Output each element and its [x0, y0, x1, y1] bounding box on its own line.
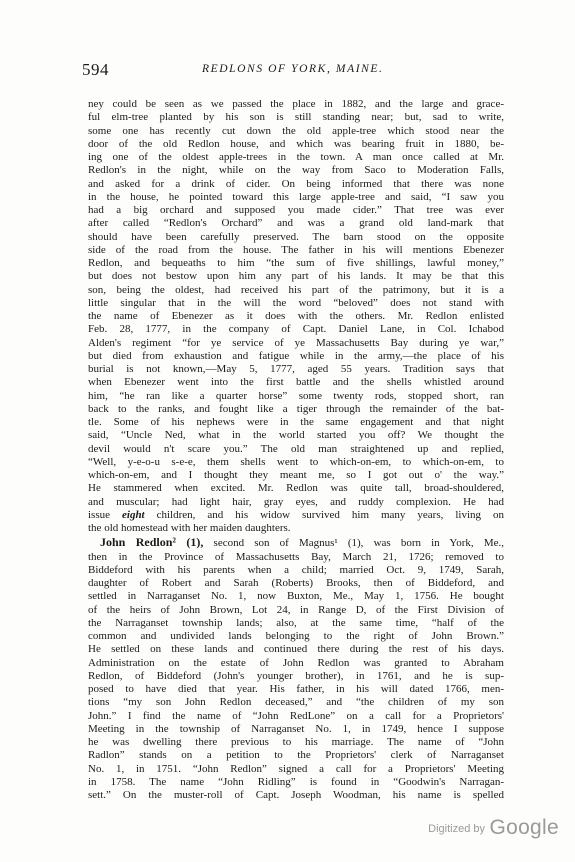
text-line: daughter of Robert and Sarah (Roberts) Brooks, then of Biddeford, and: [88, 577, 504, 589]
text-line: after called “Redlon's Orchard” and was a grand old land-mark that: [88, 217, 504, 230]
text-line: and asked for a drink of cider. On being informed that there was none: [88, 177, 504, 190]
text-line: No. 1, in 1751. “John Redlon” signed a call for a Proprietors' Meeting: [88, 762, 504, 775]
text-line: devil would n't scare you.” The old man straightened up and replied,: [88, 442, 504, 455]
text-line: should have been carefully preserved. The barn stood on the opposite: [88, 230, 504, 243]
text-line: then in the Province of Massachusetts Bay, March 21, 1726; removed to: [88, 550, 504, 563]
text-line: and muscular; had light hair, gray eyes, and ruddy complexion. He had: [88, 495, 504, 508]
text-line: He settled on these lands and continued there during the rest of his days.: [88, 643, 504, 656]
text-line: but does not bestow upon him any part of his lands. It may be that this: [88, 270, 504, 283]
text-line: Alden's regiment “for ye service of ye Massachusetts Bay during ye war,”: [88, 336, 504, 349]
text-line: of the heirs of John Brown, Lot 24, in Range D, of the First Division of: [88, 603, 504, 616]
page-number: 594: [82, 60, 109, 79]
text-line: son, being the oldest, had received his part of the patrimony, but it is a: [88, 283, 504, 296]
text-line: back to the ranks, and fought like a tiger through the remainder of the bat-: [88, 402, 504, 415]
text-line: side of the road from the house. The father in his will mentions Ebenezer: [88, 243, 504, 256]
text-line: sett.” On the muster-roll of Capt. Joseph Woodman, his name is spelled: [88, 789, 504, 801]
text-line: Redlon's in the night, while on the way from Saco to Moderation Falls,: [88, 164, 504, 177]
text-line: the old homestead with her maiden daughters.: [88, 522, 291, 534]
paragraph-ebenezer: [88, 98, 504, 535]
text-line: “Well, y-e-o-u s-e-e, them shells went to which-on-em, to which-on-em, to: [88, 455, 504, 468]
page-header: [82, 60, 502, 84]
text-line: [88, 536, 504, 550]
text-line: Meeting in the township of Narraganset No. 1, in 1749, hence I suppose: [88, 722, 504, 735]
text-line: tions “my son John Redlon deceased,” and “the children of my son: [88, 696, 504, 709]
text-line: when Ebenezer went into the first battle and the shells whistled around: [88, 376, 504, 389]
text-line: Radlon” stands on a petition to the Proprietors' clerk of Narraganset: [88, 749, 504, 762]
text-line: He stammered when excited. Mr. Redlon was quite tall, broad-shouldered,: [88, 482, 504, 495]
text-line: Redlon, and bequeaths to him “the sum of five shillings, lawful money,”: [88, 257, 504, 269]
text-fragment: second son of Magnus¹ (1), was born in York, Me.,: [203, 537, 504, 550]
text-line: ing one of the oldest apple-trees in the town. A man once called at Mr.: [88, 151, 504, 163]
text-fragment: issue: [88, 508, 122, 521]
text-line: [88, 509, 504, 522]
text-line: he was dwelling there previous to his marriage. The name of “John: [88, 736, 504, 748]
text-line: John.” I find the name of “John RedLone” on a call for a Proprietors': [88, 709, 504, 722]
text-line: him, “he ran like a quarter horse” some twenty rods, stopped short, ran: [88, 389, 504, 402]
running-head: REDLONS OF YORK, MAINE.: [202, 63, 384, 75]
text-line: settled in Narraganset No. 1, now Buxton, Me., May 1, 1756. He bought: [88, 590, 504, 603]
text-line: some one has recently cut down the old apple-tree which stood near the: [88, 124, 504, 137]
watermark-prefix: Digitized by: [428, 823, 486, 835]
text-line: little singular that in the will the word “beloved” does not stand with: [88, 296, 504, 309]
text-block: [88, 98, 504, 802]
text-line: common and undivided lands belonging to the right of John Brown.”: [88, 630, 504, 642]
emphasized-word: eight: [122, 508, 145, 521]
text-line: said, “Uncle Ned, what in the world started you off? We thought the: [88, 429, 504, 442]
text-line: which-on-em, and I thought they meant me, so I got out o' the way.”: [88, 469, 504, 481]
entry-name: John Redlon² (1),: [100, 535, 204, 550]
text-line: door of the old Redlon house, and which was bearing fruit in 1880, be-: [88, 137, 504, 150]
text-line: burial is not known,—May 5, 1777, aged 55 years. Tradition says that: [88, 363, 504, 375]
text-line: ney could be seen as we passed the place in 1882, and the large and grace-: [88, 98, 504, 110]
text-line: in 1758. The name “John Ridling” is found in “Goodwin's Narragan-: [88, 775, 504, 788]
text-line: Redlon, of Biddeford (John's younger brother), in 1761, and he is sup-: [88, 669, 504, 682]
text-line: but died from exhaustion and fatigue while in the army,—the place of his: [88, 349, 504, 362]
digitized-by-google-watermark: [428, 816, 559, 840]
text-line: had a big orchard and supposed you made cider.” That tree was ever: [88, 204, 504, 216]
text-line: in the house, he pointed toward this large apple-tree and said, “I saw you: [88, 190, 504, 203]
text-line: the Narraganset township lands; also, at the same time, “half of the: [88, 616, 504, 629]
google-logo: Google: [489, 816, 559, 839]
text-fragment: children, and his widow survived him many years, living on: [144, 508, 505, 521]
text-line: tle. Some of his nephews were in the same engagement and that night: [88, 416, 504, 428]
text-line: Administration on the estate of John Redlon was granted to Abraham: [88, 656, 504, 669]
text-line: the name of Ebenezer as it does with the others. Mr. Redlon enlisted: [88, 310, 504, 322]
text-line: Feb. 28, 1777, in the company of Capt. Daniel Lane, in Col. Ichabod: [88, 323, 504, 336]
text-line: ful elm-tree planted by his son is still standing near; but, sad to write,: [88, 111, 504, 124]
text-line: posed to have died that year. His father, in his will dated 1766, men-: [88, 683, 504, 695]
text-line: Biddeford with his parents when a child; married Oct. 9, 1749, Sarah,: [88, 563, 504, 576]
paragraph-john-redlon: [88, 536, 504, 802]
